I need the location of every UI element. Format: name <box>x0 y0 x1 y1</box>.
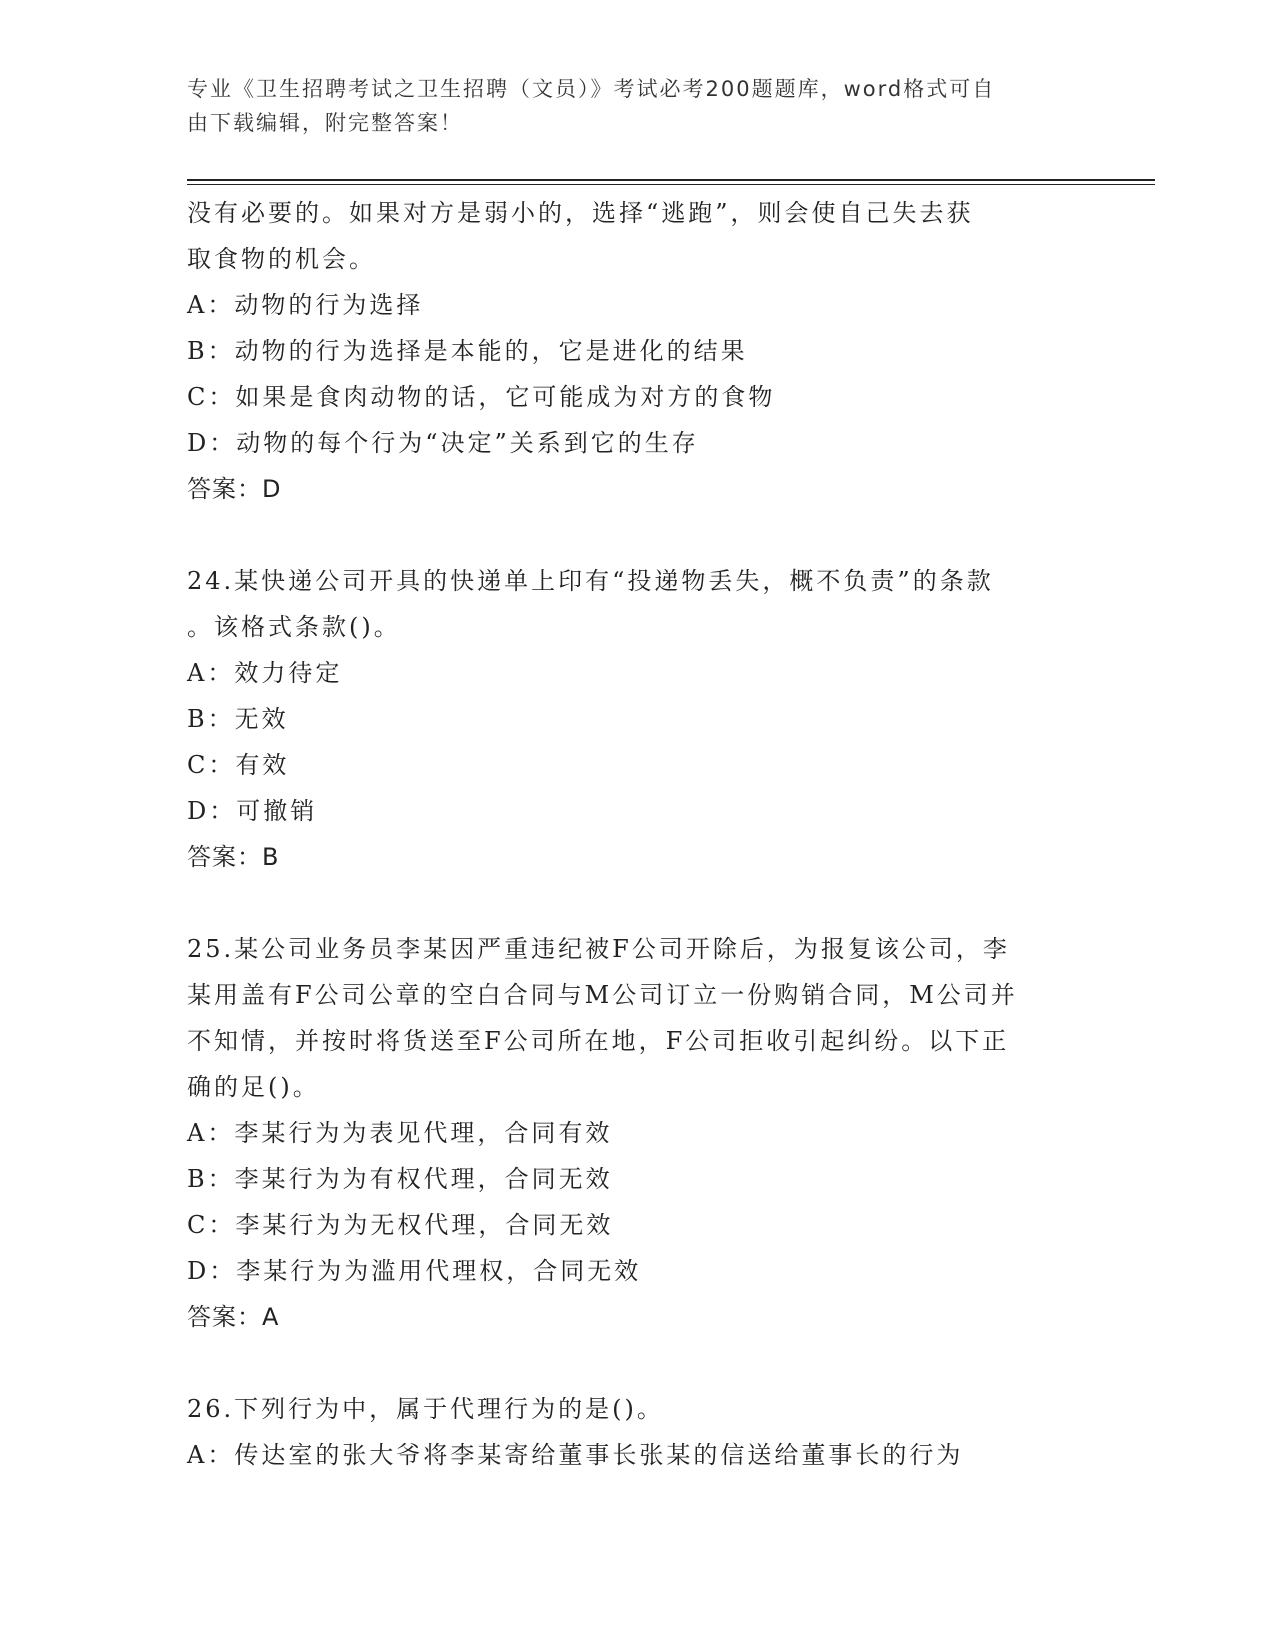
option-d: D：可撤销 <box>187 797 318 825</box>
question-text-line: 不知情，并按时将货送至F公司所在地，F公司拒收引起纠纷。以下正 <box>187 1027 1010 1055</box>
header-line-1: 专业《卫生招聘考试之卫生招聘（文员）》考试必考200题题库，word格式可自 <box>187 77 996 101</box>
question-text-line: 某用盖有F公司公章的空白合同与M公司订立一份购销合同，M公司并 <box>187 981 1018 1009</box>
option-a: A：动物的行为选择 <box>187 291 424 319</box>
question-text-line: 确的足()。 <box>187 1073 320 1101</box>
answer-label: 答案：A <box>187 1303 280 1331</box>
option-b: B：李某行为为有权代理，合同无效 <box>187 1165 613 1193</box>
document-header <box>187 72 1067 140</box>
option-c: C：有效 <box>187 751 290 779</box>
question-content <box>187 190 1087 1478</box>
option-a: A：李某行为为表见代理，合同有效 <box>187 1119 613 1147</box>
option-c: C：如果是食肉动物的话，它可能成为对方的食物 <box>187 383 776 411</box>
option-b: B：动物的行为选择是本能的，它是进化的结果 <box>187 337 748 365</box>
question-text-line: 没有必要的。如果对方是弱小的，选择“逃跑”，则会使自己失去获 <box>187 199 974 227</box>
answer-label: 答案：B <box>187 843 280 871</box>
question-text-line: 。该格式条款()。 <box>187 613 401 641</box>
option-b: B：无效 <box>187 705 289 733</box>
question-text-line: 26.下列行为中，属于代理行为的是()。 <box>187 1395 664 1423</box>
option-a: A：效力待定 <box>187 659 343 687</box>
question-text-line: 24.某快递公司开具的快递单上印有“投递物丢失，概不负责”的条款 <box>187 567 994 595</box>
option-d: D：动物的每个行为“决定”关系到它的生存 <box>187 429 699 457</box>
option-d: D：李某行为为滥用代理权，合同无效 <box>187 1257 642 1285</box>
question-text-line: 25.某公司业务员李某因严重违纪被F公司开除后，为报复该公司，李 <box>187 935 1010 963</box>
question-text-line: 取食物的机会。 <box>187 245 376 273</box>
answer-label: 答案：D <box>187 475 282 503</box>
header-divider-thick <box>187 179 1155 181</box>
header-line-2: 由下载编辑，附完整答案！ <box>187 111 463 135</box>
header-divider-thin <box>187 184 1155 185</box>
option-a: A：传达室的张大爷将李某寄给董事长张某的信送给董事长的行为 <box>187 1441 964 1469</box>
option-c: C：李某行为为无权代理，合同无效 <box>187 1211 614 1239</box>
